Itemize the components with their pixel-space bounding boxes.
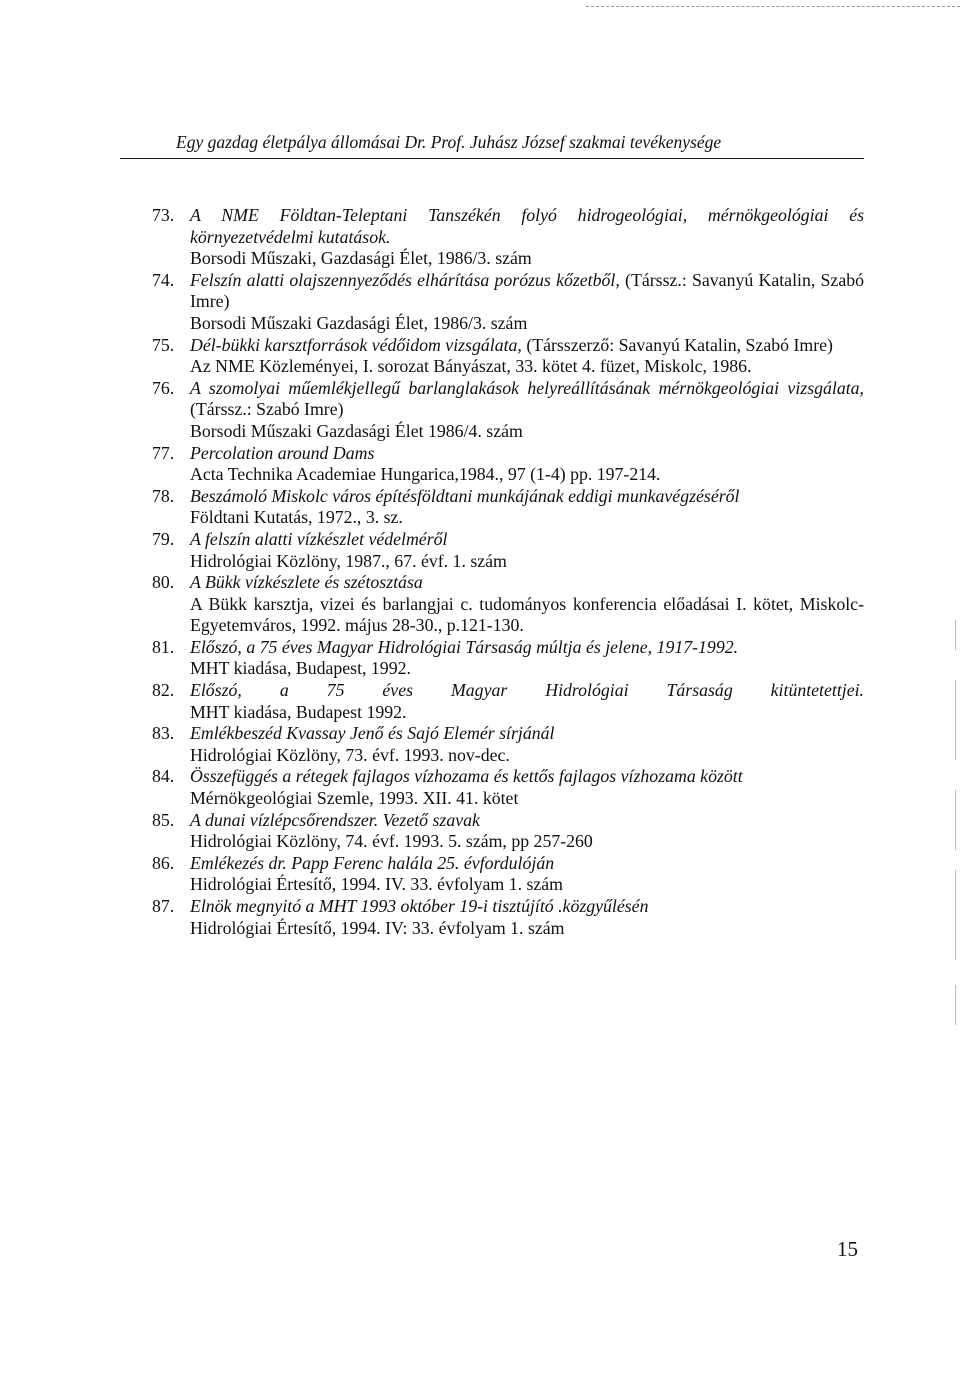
entry-title: Emlékezés dr. Papp Ferenc halála 25. évfordulóján: [190, 852, 555, 873]
scan-margin-mark: [955, 680, 956, 760]
entry-number: 82.: [152, 680, 175, 701]
bibliography-entry: [152, 896, 864, 939]
entry-number: 86.: [152, 852, 175, 873]
entry-source: Hidrológiai Értesítő, 1994. IV: 33. évfolyam 1. szám: [190, 917, 565, 938]
entry-title-line: [190, 270, 864, 313]
entry-title: Percolation around Dams: [190, 442, 375, 463]
bibliography-list: [152, 205, 864, 939]
entry-title: Összefüggés a rétegek fajlagos vízhozama és kettős fajlagos vízhozama között: [190, 766, 743, 787]
entry-number: 76.: [152, 377, 175, 398]
entry-source: MHT kiadása, Budapest 1992.: [190, 701, 407, 722]
bibliography-entry: [152, 680, 864, 723]
bibliography-entry: [152, 205, 864, 270]
entry-number: 80.: [152, 572, 175, 593]
entry-number: 83.: [152, 723, 175, 744]
entry-source: Borsodi Műszaki Gazdasági Élet, 1986/3. szám: [190, 312, 528, 333]
scan-margin-mark: [955, 620, 956, 650]
entry-number: 87.: [152, 896, 175, 916]
bibliography-entry: [152, 270, 864, 335]
bibliography-entry: [152, 486, 864, 529]
entry-title: Beszámoló Miskolc város építésföldtani munkájának eddigi munkavégzéséről: [190, 485, 740, 506]
entry-number: 85.: [152, 809, 175, 830]
entry-source: A Bükk karsztja, vizei és barlangjai c. tudományos konferencia előadásai I. kötet, Miskolc-Egyetemváros, 1992. május 28-30., p.121-130.: [190, 593, 864, 636]
entry-source: Hidrológiai Közlöny, 73. évf. 1993. nov-dec.: [190, 744, 510, 765]
entry-title: Felszín alatti olajszennyeződés elhárítása porózus kőzetből,: [190, 269, 620, 290]
entry-authors: (Társsz.: Savanyú Katalin, Szabó Imre): [190, 269, 864, 312]
entry-title: A Bükk vízkészlete és szétosztása: [190, 572, 423, 593]
entry-title: A dunai vízlépcsőrendszer. Vezető szavak: [190, 809, 480, 830]
entry-source: Borsodi Műszaki, Gazdasági Élet, 1986/3. szám: [190, 248, 532, 269]
bibliography-entry: [152, 723, 864, 766]
entry-title: A NME Földtan-Teleptani Tanszékén folyó hidrogeológiai, mérnökgeológiai és környezetvédelmi kutatások.: [190, 205, 864, 247]
entry-number: 79.: [152, 528, 175, 549]
entry-source: Mérnökgeológiai Szemle, 1993. XII. 41. kötet: [190, 788, 519, 809]
entry-title-line: [190, 335, 864, 357]
entry-source: MHT kiadása, Budapest, 1992.: [190, 658, 411, 679]
bibliography-entry: [152, 810, 864, 853]
bibliography-entry: [152, 443, 864, 486]
entry-number: 81.: [152, 636, 175, 657]
header-rule: [120, 158, 864, 159]
bibliography-entry: [152, 572, 864, 637]
bibliography-entry: [152, 335, 864, 378]
entry-title: Előszó, a 75 éves Magyar Hidrológiai Társaság múltja és jelene, 1917-1992.: [190, 636, 739, 657]
entry-title: Elnök megnyitó a MHT 1993 október 19-i tisztújító .közgyűlésén: [190, 896, 649, 916]
entry-number: 73.: [152, 205, 175, 225]
entry-number: 78.: [152, 485, 175, 506]
scan-margin-mark: [955, 870, 956, 960]
bibliography-entry: [152, 637, 864, 680]
scan-top-rule: [586, 6, 960, 7]
entry-source: Az NME Közleményei, I. sorozat Bányászat, 33. kötet 4. füzet, Miskolc, 1986.: [190, 356, 752, 377]
entry-number: 77.: [152, 442, 175, 463]
bibliography-entry: [152, 378, 864, 443]
entry-title: A szomolyai műemlékjellegű barlanglakások helyreállításának mérnökgeológiai vizsgálata,: [190, 377, 864, 398]
entry-source: Borsodi Műszaki Gazdasági Élet 1986/4. szám: [190, 420, 523, 441]
entry-title: Emlékbeszéd Kvassay Jenő és Sajó Elemér sírjánál: [190, 723, 555, 744]
entry-title: Előszó, a 75 éves Magyar Hidrológiai Társaság kitüntetettjei.: [190, 680, 864, 701]
entry-title: A felszín alatti vízkészlet védelméről: [190, 528, 448, 549]
entry-authors: (Társsz.: Szabó Imre): [190, 399, 344, 420]
entry-source: Hidrológiai Értesítő, 1994. IV. 33. évfolyam 1. szám: [190, 874, 564, 895]
entry-authors: (Társszerző: Savanyú Katalin, Szabó Imre): [526, 334, 833, 355]
scan-margin-mark: [955, 790, 956, 850]
entry-source: Földtani Kutatás, 1972., 3. sz.: [190, 507, 403, 528]
entry-source: Hidrológiai Közlöny, 1987., 67. évf. 1. szám: [190, 550, 507, 571]
entry-number: 84.: [152, 766, 175, 787]
entry-title-line: [190, 378, 864, 421]
entry-title: Dél-bükki karsztforrások védőidom vizsgálata,: [190, 334, 522, 355]
bibliography-entry: [152, 766, 864, 809]
bibliography-entry: [152, 529, 864, 572]
entry-source: Acta Technika Academiae Hungarica,1984., 97 (1-4) pp. 197-214.: [190, 464, 661, 485]
bibliography-entry: [152, 853, 864, 896]
entry-number: 74.: [152, 269, 175, 290]
scan-margin-mark: [955, 985, 956, 1025]
running-header: Egy gazdag életpálya állomásai Dr. Prof. Juhász József szakmai tevékenysége: [176, 132, 722, 152]
entry-number: 75.: [152, 334, 175, 355]
entry-source: Hidrológiai Közlöny, 74. évf. 1993. 5. szám, pp 257-260: [190, 831, 593, 852]
page-number: 15: [837, 1237, 858, 1261]
